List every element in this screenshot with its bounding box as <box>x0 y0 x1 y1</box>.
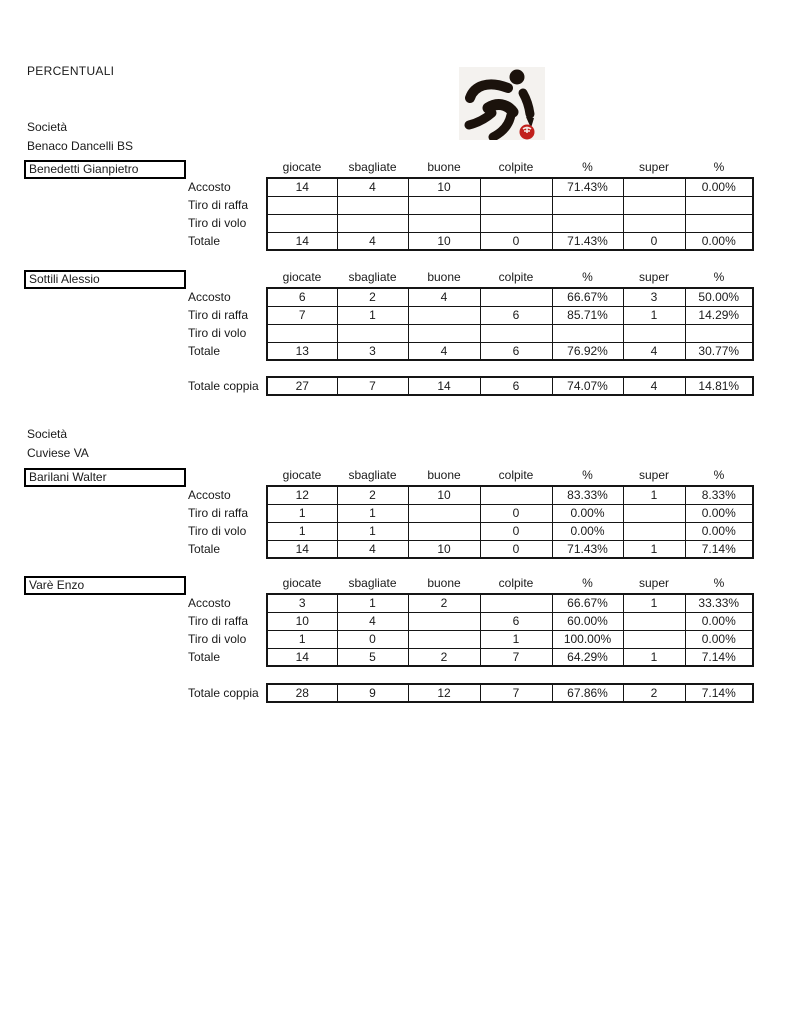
stat-cell: 12 <box>267 486 337 504</box>
table-row <box>187 342 753 360</box>
stat-cell: 0.00% <box>685 522 753 540</box>
table-row <box>187 486 753 504</box>
stat-cell <box>337 196 408 214</box>
stat-cell: 14 <box>408 377 480 395</box>
header-spacer <box>187 468 267 486</box>
table-row <box>187 684 753 702</box>
stat-cell <box>408 214 480 232</box>
stat-cell: 4 <box>408 288 480 306</box>
stat-cell: 0 <box>480 504 552 522</box>
stat-cell <box>337 214 408 232</box>
column-header: % <box>582 270 593 284</box>
player-name-box: Benedetti Gianpietro <box>24 160 186 179</box>
column-header: buone <box>427 270 461 284</box>
stat-cell <box>480 594 552 612</box>
table-row <box>187 324 753 342</box>
stat-cell: 10 <box>267 612 337 630</box>
stat-cell: 60.00% <box>552 612 623 630</box>
stat-cell <box>623 504 685 522</box>
column-header: buone <box>427 160 461 174</box>
row-label: Totale coppia <box>188 379 259 393</box>
stat-cell: 0.00% <box>552 522 623 540</box>
column-header: giocate <box>282 576 322 590</box>
stat-cell: 0.00% <box>552 504 623 522</box>
stat-cell: 71.43% <box>552 540 623 558</box>
stat-cell: 50.00% <box>685 288 753 306</box>
column-header: super <box>638 468 670 482</box>
row-label: Tiro di volo <box>188 524 247 538</box>
row-label: Tiro di volo <box>188 326 247 340</box>
stat-cell: 6 <box>480 377 552 395</box>
stat-cell: 10 <box>408 232 480 250</box>
column-header: buone <box>427 468 461 482</box>
stat-cell <box>267 214 337 232</box>
stat-cell: 7 <box>480 684 552 702</box>
stat-cell <box>408 504 480 522</box>
stat-cell: 7.14% <box>685 540 753 558</box>
stat-cell: 1 <box>267 522 337 540</box>
stat-cell: 0 <box>480 232 552 250</box>
stat-cell: 0 <box>623 232 685 250</box>
stat-cell: 1 <box>337 522 408 540</box>
stat-cell <box>408 612 480 630</box>
stat-cell: 4 <box>623 377 685 395</box>
stat-cell: 71.43% <box>552 178 623 196</box>
column-header: buone <box>427 576 461 590</box>
stat-cell: 76.92% <box>552 342 623 360</box>
row-label: Tiro di raffa <box>188 198 249 212</box>
stat-cell: 5 <box>337 648 408 666</box>
stat-cell: 10 <box>408 540 480 558</box>
stat-cell: 14 <box>267 540 337 558</box>
player-head <box>510 70 525 85</box>
stat-cell: 4 <box>337 540 408 558</box>
column-header: sbagliate <box>348 160 397 174</box>
stat-cell <box>623 612 685 630</box>
stat-cell: 74.07% <box>552 377 623 395</box>
stat-cell <box>623 196 685 214</box>
team-name: Cuviese VA <box>27 446 89 460</box>
stat-cell <box>480 178 552 196</box>
stat-cell: 1 <box>623 486 685 504</box>
stat-cell <box>480 214 552 232</box>
table-row <box>187 214 753 232</box>
column-header: giocate <box>282 160 322 174</box>
totale-coppia-row <box>0 683 791 703</box>
row-label: Totale <box>188 234 221 248</box>
stat-cell: 6 <box>267 288 337 306</box>
stat-cell <box>480 288 552 306</box>
column-header: sbagliate <box>348 270 397 284</box>
row-label: Tiro di raffa <box>188 614 249 628</box>
column-header: giocate <box>282 270 322 284</box>
stat-cell <box>685 324 753 342</box>
player-name-box: Barilani Walter <box>24 468 186 487</box>
header-spacer <box>187 270 267 288</box>
stat-cell: 71.43% <box>552 232 623 250</box>
stat-cell: 1 <box>337 306 408 324</box>
stat-cell <box>623 630 685 648</box>
stat-cell: 1 <box>623 648 685 666</box>
totale-coppia-table <box>187 376 754 396</box>
stat-cell: 2 <box>337 288 408 306</box>
table-row <box>187 540 753 558</box>
stat-cell <box>552 196 623 214</box>
stat-cell: 1 <box>623 306 685 324</box>
table-row <box>187 594 753 612</box>
column-header: % <box>582 576 593 590</box>
stat-cell: 1 <box>267 630 337 648</box>
stat-cell: 0.00% <box>685 178 753 196</box>
stat-cell: 14 <box>267 232 337 250</box>
stat-table <box>187 160 754 251</box>
column-header: super <box>638 160 670 174</box>
stat-cell: 0.00% <box>685 630 753 648</box>
stat-cell: 100.00% <box>552 630 623 648</box>
stat-cell: 14.29% <box>685 306 753 324</box>
player-block <box>0 160 791 252</box>
stat-cell: 7 <box>480 648 552 666</box>
societa-label: Società <box>27 427 68 441</box>
player-block <box>0 576 791 668</box>
stat-cell: 0.00% <box>685 504 753 522</box>
row-label: Totale <box>188 650 221 664</box>
stat-cell: 2 <box>337 486 408 504</box>
player-name-box: Varè Enzo <box>24 576 186 595</box>
stat-cell: 7 <box>267 306 337 324</box>
stat-cell: 2 <box>408 648 480 666</box>
row-label: Tiro di raffa <box>188 506 249 520</box>
stat-cell: 66.67% <box>552 288 623 306</box>
stat-cell <box>623 214 685 232</box>
stat-cell: 8.33% <box>685 486 753 504</box>
stat-cell: 0 <box>480 540 552 558</box>
stat-table <box>187 270 754 361</box>
stat-cell: 2 <box>408 594 480 612</box>
totale-coppia-row <box>0 376 791 396</box>
header-row <box>187 270 753 288</box>
stat-cell: 0 <box>480 522 552 540</box>
table-row <box>187 288 753 306</box>
header-row <box>187 468 753 486</box>
stat-cell: 1 <box>623 540 685 558</box>
table-row <box>187 630 753 648</box>
societa-label: Società <box>27 120 68 134</box>
stat-cell: 28 <box>267 684 337 702</box>
stat-table <box>187 468 754 559</box>
stat-cell: 4 <box>408 342 480 360</box>
stat-cell: 12 <box>408 684 480 702</box>
stat-cell <box>552 324 623 342</box>
column-header: super <box>638 576 670 590</box>
row-label: Totale coppia <box>188 686 259 700</box>
row-label: Totale <box>188 542 221 556</box>
column-header: % <box>713 468 725 482</box>
stat-cell <box>267 196 337 214</box>
row-label: Accosto <box>188 596 231 610</box>
column-header: super <box>638 270 670 284</box>
table-row <box>187 504 753 522</box>
stat-cell <box>623 324 685 342</box>
header-row <box>187 576 753 594</box>
stat-cell <box>408 522 480 540</box>
stat-cell: 85.71% <box>552 306 623 324</box>
stat-cell: 4 <box>337 232 408 250</box>
stat-cell <box>623 178 685 196</box>
stat-cell <box>685 196 753 214</box>
column-header: colpite <box>498 576 534 590</box>
stat-cell: 30.77% <box>685 342 753 360</box>
stat-cell: 6 <box>480 612 552 630</box>
stat-cell: 67.86% <box>552 684 623 702</box>
player-name-box: Sottili Alessio <box>24 270 186 289</box>
column-header: % <box>713 270 725 284</box>
player-block <box>0 270 791 362</box>
bocce-player-logo <box>459 67 545 140</box>
totale-coppia-table <box>187 683 754 703</box>
stat-cell: 1 <box>337 504 408 522</box>
stat-cell: 9 <box>337 684 408 702</box>
row-label: Tiro di raffa <box>188 308 249 322</box>
stat-cell: 66.67% <box>552 594 623 612</box>
stat-cell: 27 <box>267 377 337 395</box>
stat-cell: 4 <box>337 178 408 196</box>
column-header: colpite <box>498 270 534 284</box>
stat-cell: 6 <box>480 306 552 324</box>
column-header: colpite <box>498 160 534 174</box>
stat-cell: 7 <box>337 377 408 395</box>
stat-cell <box>480 486 552 504</box>
stat-cell: 64.29% <box>552 648 623 666</box>
stat-cell: 2 <box>623 684 685 702</box>
stat-cell: 14.81% <box>685 377 753 395</box>
table-row <box>187 377 753 395</box>
stat-cell <box>267 324 337 342</box>
column-header: % <box>713 576 725 590</box>
column-header: % <box>582 468 593 482</box>
stat-cell: 10 <box>408 178 480 196</box>
stat-table <box>187 576 754 667</box>
stat-cell: 3 <box>337 342 408 360</box>
stat-cell: 33.33% <box>685 594 753 612</box>
table-row <box>187 306 753 324</box>
team-name: Benaco Dancelli BS <box>27 139 134 153</box>
table-row <box>187 196 753 214</box>
stat-cell: 6 <box>480 342 552 360</box>
stat-cell <box>408 324 480 342</box>
stat-cell: 7.14% <box>685 648 753 666</box>
row-label: Tiro di volo <box>188 216 247 230</box>
stat-cell: 7.14% <box>685 684 753 702</box>
table-row <box>187 232 753 250</box>
row-label: Totale <box>188 344 221 358</box>
stat-cell: 1 <box>337 594 408 612</box>
stat-cell <box>480 196 552 214</box>
page-title: PERCENTUALI <box>27 64 115 78</box>
stat-cell <box>552 214 623 232</box>
stat-cell: 1 <box>623 594 685 612</box>
column-header: % <box>713 160 725 174</box>
stat-cell: 14 <box>267 178 337 196</box>
column-header: sbagliate <box>348 468 397 482</box>
stat-cell <box>337 324 408 342</box>
stat-cell <box>408 630 480 648</box>
row-label: Accosto <box>188 488 231 502</box>
column-header: % <box>582 160 593 174</box>
player-block <box>0 468 791 560</box>
table-row <box>187 612 753 630</box>
stat-cell: 3 <box>623 288 685 306</box>
row-label: Accosto <box>188 290 231 304</box>
column-header: giocate <box>282 468 322 482</box>
header-row <box>187 160 753 178</box>
column-header: sbagliate <box>348 576 397 590</box>
table-row <box>187 178 753 196</box>
stat-cell: 83.33% <box>552 486 623 504</box>
stat-cell: 14 <box>267 648 337 666</box>
stat-cell: 4 <box>623 342 685 360</box>
row-label: Tiro di volo <box>188 632 247 646</box>
stat-cell: 0.00% <box>685 612 753 630</box>
row-label: Accosto <box>188 180 231 194</box>
stat-cell: 0 <box>337 630 408 648</box>
stat-cell <box>685 214 753 232</box>
bocce-player-icon <box>459 67 545 140</box>
column-header: colpite <box>498 468 534 482</box>
stat-cell: 3 <box>267 594 337 612</box>
stat-cell <box>480 324 552 342</box>
stat-cell <box>408 306 480 324</box>
stat-cell <box>623 522 685 540</box>
stat-cell: 1 <box>480 630 552 648</box>
stat-cell: 10 <box>408 486 480 504</box>
header-spacer <box>187 160 267 178</box>
stat-cell: 4 <box>337 612 408 630</box>
stat-cell <box>408 196 480 214</box>
stat-cell: 0.00% <box>685 232 753 250</box>
header-spacer <box>187 576 267 594</box>
stat-cell: 1 <box>267 504 337 522</box>
table-row <box>187 648 753 666</box>
stat-cell: 13 <box>267 342 337 360</box>
table-row <box>187 522 753 540</box>
